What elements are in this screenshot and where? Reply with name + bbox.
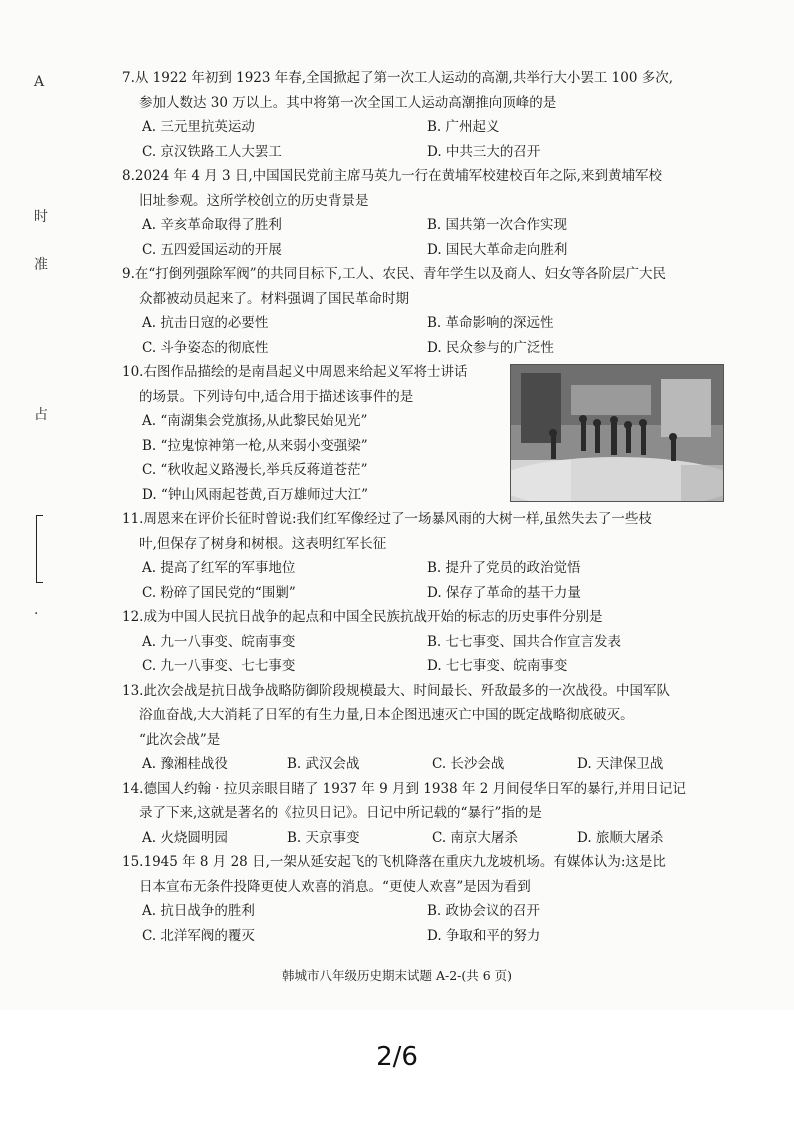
answer-option: C. 粉碎了国民党的“围剿” [142,584,296,601]
answer-option: B. 国共第一次合作实现 [427,217,568,233]
question-stem [122,605,722,630]
question [122,360,722,507]
answer-option: B. 天京事变 [287,829,360,846]
question-stem [122,850,722,875]
answer-option: D. 保存了革命的基干力量 [427,584,581,601]
question [122,164,722,262]
question-stem [122,532,722,557]
question-stem [122,360,507,385]
answer-option: B. 革命影响的深远性 [427,315,554,331]
question-number: 10. [122,364,144,380]
question [122,777,722,851]
question-text: 浴血奋战,大大消耗了日军的有生力量,日本企图迅速灭亡中国的既定战略彻底破灭。 [139,707,634,723]
answer-option: C. 南京大屠杀 [432,829,518,846]
question-text: 旧址参观。这所学校创立的历史背景是 [139,192,369,209]
answer-option: D. 国民大革命走向胜利 [427,241,568,258]
answer-options [122,115,722,164]
answer-options [122,556,722,605]
question-number: 13. [122,682,144,699]
question-stem [122,287,722,312]
answer-option: D. 旅顺大屠杀 [577,829,664,846]
question-text: 从 1922 年初到 1923 年春,全国掀起了第一次工人运动的高潮,共举行大小罢工 100 多次, [134,70,673,86]
answer-options [122,630,722,679]
question-number: 15. [122,854,144,870]
answer-option: C. 九一八事变、七七事变 [142,658,296,674]
margin-mark: 时 [34,209,48,225]
page-footer: 韩城市八年级历史期末试题 A-2-(共 6 页) [281,968,513,983]
answer-option: A. 提高了红军的军事地位 [142,560,296,576]
question-number: 12. [122,609,144,625]
question-text: 日本宣布无条件投降更使人欢喜的消息。“更使人欢喜”是因为看到 [139,878,531,895]
question-stem [122,679,722,704]
question-stem [122,703,722,728]
question-number: 8. [122,168,135,184]
binding-bracket [36,515,43,583]
question [122,850,722,948]
question-text: 在“打倒列强除军阀”的共同目标下,工人、农民、青年学生以及商人、妇女等各阶层广大民 [134,266,666,282]
answer-option: D. 争取和平的努力 [427,927,541,944]
answer-option: D. 中共三大的召开 [427,143,541,160]
question-stem [122,777,722,802]
margin-mark: 准 [34,257,48,273]
margin-mark: · [34,606,39,622]
question-text: 众都被动员起来了。材料强调了国民革命时期 [139,290,409,307]
margin-mark: A [34,74,45,90]
answer-option: B. 提升了党员的政治觉悟 [427,560,581,576]
question-stem [122,728,722,753]
question-text: 右图作品描绘的是南昌起义中周恩来给起义军将士讲话 [143,364,468,380]
question [122,262,722,360]
question-stem [122,507,722,532]
answer-option: A. 辛亥革命取得了胜利 [142,217,282,233]
answer-option: D. 七七事变、皖南事变 [427,658,568,674]
answer-option: A. 抗击日寇的必要性 [142,315,269,331]
answer-options [122,752,722,777]
question-stem [122,66,722,91]
question-number: 7. [122,70,135,86]
question-stem [122,385,507,410]
answer-options [122,899,722,948]
question-text: 德国人约翰 · 拉贝亲眼目睹了 1937 年 9 月到 1938 年 2 月间侵华日军的暴行,并用日记记 [143,780,686,797]
answer-option: D. 民众参与的广泛性 [427,339,554,356]
answer-option: A. 抗日战争的胜利 [142,903,255,919]
question-text: 叶,但保存了树身和树根。这表明红军长征 [139,535,387,552]
answer-option: C. 京汉铁路工人大罢工 [142,143,282,160]
answer-option: C. 北洋军阀的覆灭 [142,927,255,944]
question-number: 11. [122,511,144,527]
question-text: “此次会战”是 [139,731,221,748]
question-text: 的场景。下列诗句中,适合用于描述该事件的是 [139,388,414,405]
answer-option: A. 九一八事变、皖南事变 [142,633,296,650]
question-number: 9. [122,266,135,282]
question-list [122,66,722,948]
question-stem [122,801,722,826]
answer-option: C. “秋收起义路漫长,举兵反蒋道苍茫” [142,462,368,478]
answer-option: B. 七七事变、国共合作宣言发表 [427,633,622,650]
answer-option: C. 长沙会战 [432,756,505,772]
answer-option: B. “拉鬼惊神第一枪,从来弱小变强梁” [142,437,368,454]
answer-option: B. 政协会议的召开 [427,903,541,919]
question-stem [122,189,722,214]
answer-option: A. “南湖集会党旗扬,从此黎民始见光” [142,413,368,429]
question-number: 14. [122,780,144,797]
question [122,679,722,777]
question-text: 周恩来在评价长征时曾说:我们红军像经过了一场暴风雨的大树一样,虽然失去了一些枝 [143,511,652,527]
question-text: 成为中国人民抗日战争的起点和中国全民族抗战开始的标志的历史事件分别是 [143,609,603,625]
question-stem [122,164,722,189]
answer-option: C. 斗争姿态的彻底性 [142,339,269,356]
margin-mark: 占 [34,407,48,423]
answer-option: B. 武汉会战 [287,756,360,772]
question-stem [122,875,722,900]
answer-options [122,311,722,360]
question [122,66,722,164]
answer-option: C. 五四爱国运动的开展 [142,241,282,258]
answer-option: A. 豫湘桂战役 [142,756,228,772]
answer-option: D. 天津保卫战 [577,756,664,772]
answer-option: B. 广州起义 [427,119,500,135]
question [122,605,722,679]
answer-options [122,213,722,262]
question-text: 此次会战是抗日战争战略防御阶段规模最大、时间最长、歼敌最多的一次战役。中国军队 [143,682,670,699]
answer-options [122,826,722,851]
question-text: 录了下来,这就是著名的《拉贝日记》。日记中所记载的“暴行”指的是 [139,805,542,821]
answer-option: A. 三元里抗英运动 [142,119,255,135]
question-text: 2024 年 4 月 3 日,中国国民党前主席马英九一行在黄埔军校建校百年之际,来到黄埔军校 [134,168,662,184]
answer-options [122,409,507,507]
answer-option: D. “钟山风雨起苍黄,百万雄师过大江” [142,486,369,503]
answer-option: A. 火烧圆明园 [142,829,228,846]
question-stem [122,91,722,116]
question-text: 1945 年 8 月 28 日,一架从延安起飞的飞机降落在重庆九龙坡机场。有媒体认为:这是比 [143,854,666,870]
nanchang-uprising-painting [510,364,724,502]
question-stem [122,262,722,287]
question-text: 参加人数达 30 万以上。其中将第一次全国工人运动高潮推向顶峰的是 [139,94,557,111]
page-indicator: 2/6 [376,1042,418,1072]
question [122,507,722,605]
